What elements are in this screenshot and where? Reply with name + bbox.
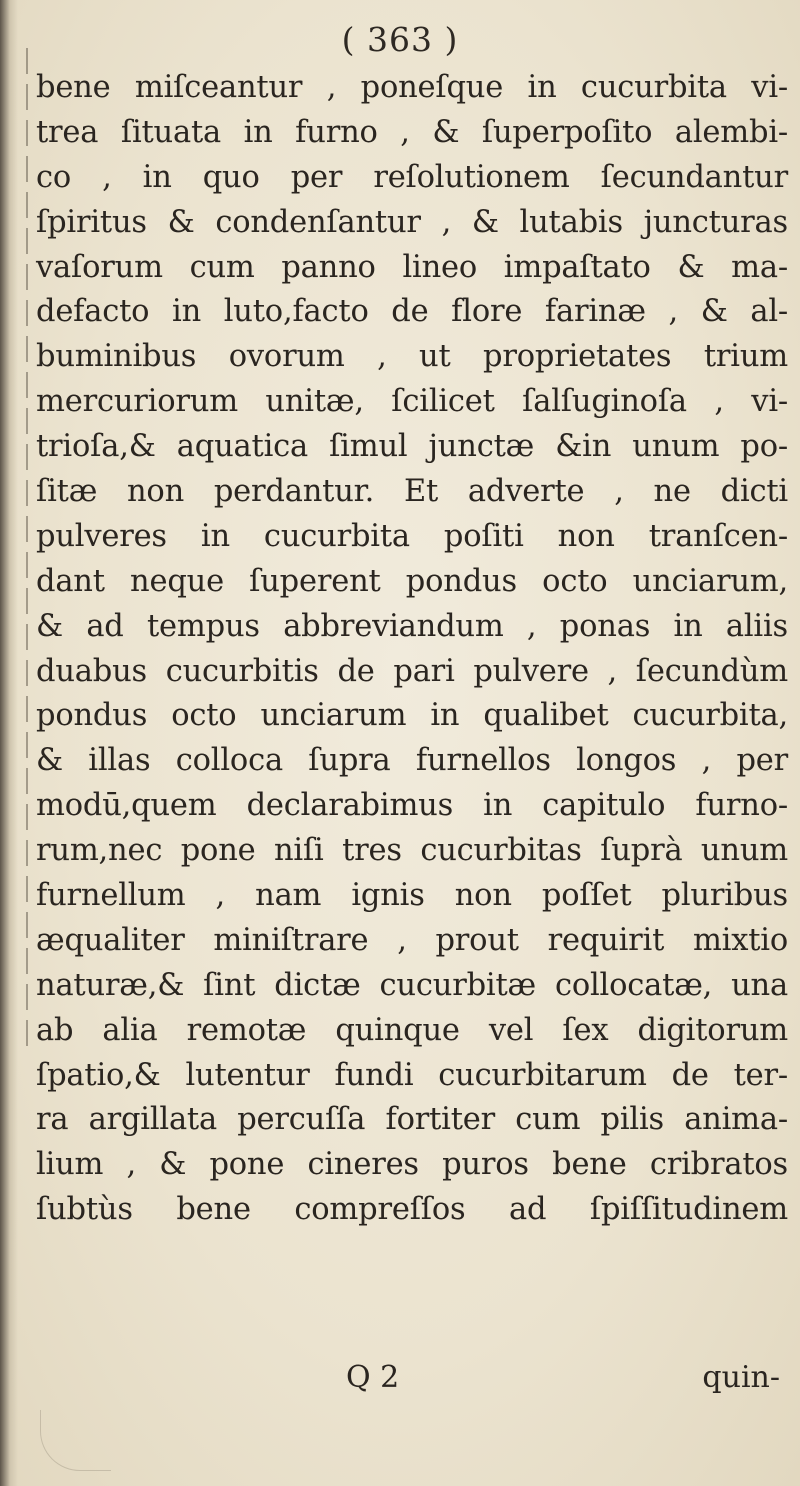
text-line: ſpiritus & condenſantur , & lutabis juncturas xyxy=(36,204,788,240)
text-line: duabus cucurbitis de pari pulvere , ſecundùm xyxy=(36,653,788,689)
text-line: ſpatio,& lutentur fundi cucurbitarum de ter- xyxy=(36,1057,788,1093)
pen-mark xyxy=(40,1410,111,1471)
text-line: furnellum , nam ignis non poſſet pluribus xyxy=(36,878,788,914)
text-line: trioſa,& aquatica ſimul junctæ &in unum po- xyxy=(36,429,788,465)
text-line: co , in quo per reſolutionem ſecundantur xyxy=(36,159,788,195)
text-line: ra argillata percuſſa fortiter cum pilis anima- xyxy=(36,1102,788,1138)
text-line: ſubtùs bene compreſſos ad ſpiſſitudinem xyxy=(36,1192,788,1228)
text-line: vaſorum cum panno lineo impaſtato & ma- xyxy=(36,249,788,285)
binding-gutter xyxy=(0,0,18,1486)
page-number: ( 363 ) xyxy=(341,20,459,59)
body-text xyxy=(36,66,788,1233)
text-line: & ad tempus abbreviandum , ponas in aliis xyxy=(36,608,788,644)
text-line: bene miſceantur , poneſque in cucurbita vi- xyxy=(36,70,788,105)
text-line: dant neque ſuperent pondus octo unciarum, xyxy=(36,563,788,599)
text-line: naturæ,& ſint dictæ cucurbitæ collocatæ, una xyxy=(36,967,788,1003)
text-line: trea ſituata in furno , & ſuperpoſito alembi- xyxy=(36,114,788,150)
page-footer xyxy=(36,1360,788,1404)
text-line: defacto in luto,facto de flore farinæ , & al- xyxy=(36,294,788,330)
text-line: æqualiter miniſtrare , prout requirit mixtio xyxy=(36,922,788,958)
signature-mark: Q 2 xyxy=(346,1360,400,1395)
text-line: modū,quem declarabimus in capitulo furno- xyxy=(36,788,788,824)
text-line: buminibus ovorum , ut proprietates trium xyxy=(36,339,788,375)
catchword: quin- xyxy=(702,1360,780,1395)
margin-rule xyxy=(26,48,28,1048)
text-line: ab alia remotæ quinque vel ſex digitorum xyxy=(36,1012,788,1048)
text-line: pondus octo unciarum in qualibet cucurbita, xyxy=(36,698,788,734)
text-line: ſitæ non perdantur. Et adverte , ne dicti xyxy=(36,474,788,510)
text-line: & illas colloca ſupra furnellos longos , per xyxy=(36,743,788,779)
text-line: mercuriorum unitæ, ſcilicet ſalſuginoſa , vi- xyxy=(36,384,788,420)
text-line: lium , & pone cineres puros bene cribratos xyxy=(36,1147,788,1183)
text-line: pulveres in cucurbita poſiti non tranſcen- xyxy=(36,518,788,554)
text-line: rum,nec pone niſi tres cucurbitas ſuprà unum xyxy=(36,833,788,869)
